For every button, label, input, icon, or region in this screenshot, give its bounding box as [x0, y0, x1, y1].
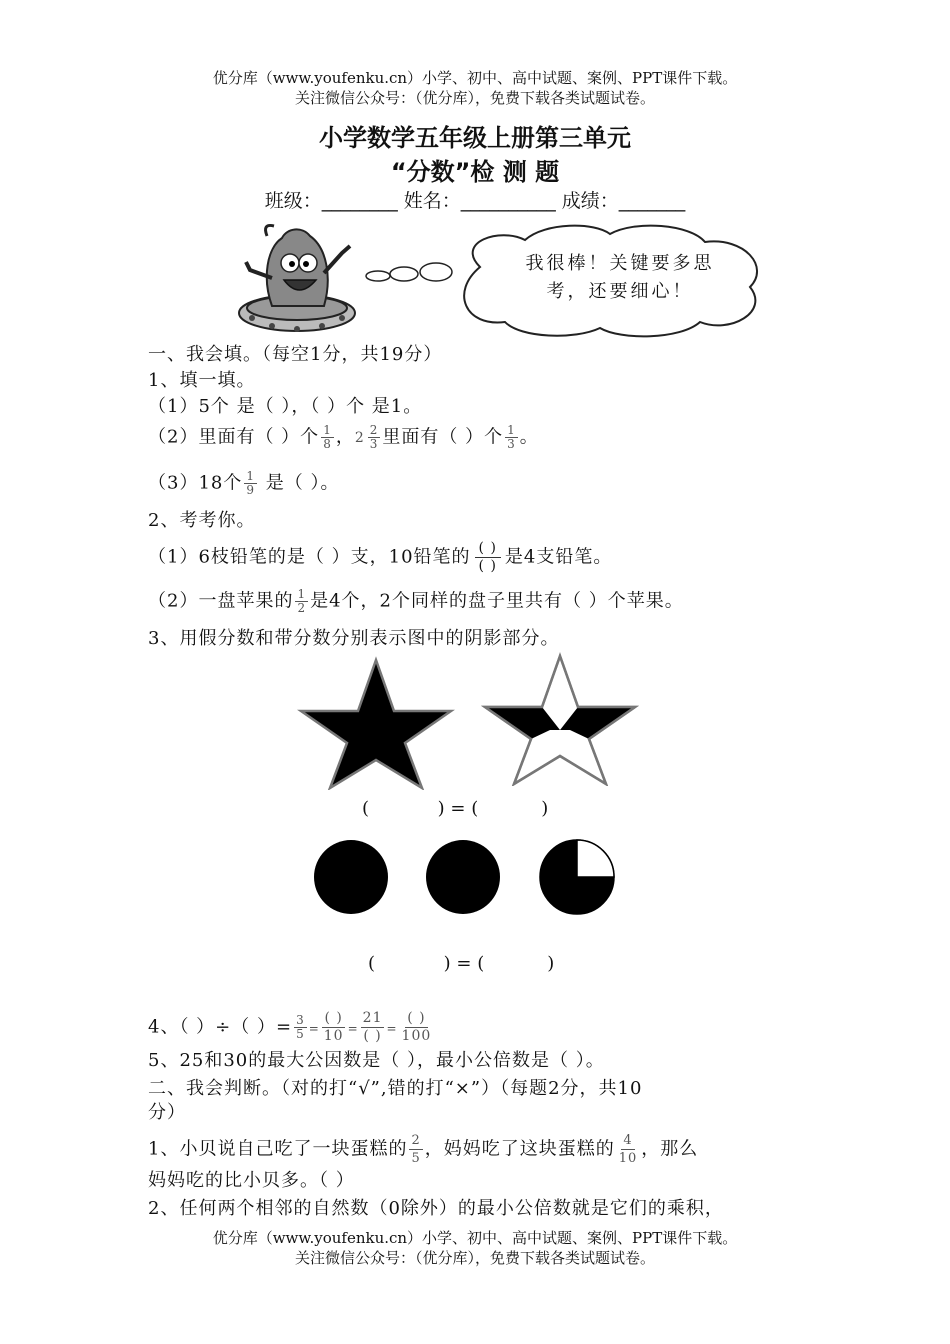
fraction-blank-100[interactable] [400, 1010, 434, 1045]
header-line-2: 关注微信公众号：（优分库），免费下载各类试题试卷。 [294, 89, 655, 107]
q2-part2 [148, 588, 684, 615]
q2-label: 2、考考你。 [148, 510, 256, 531]
page-title: 小学数学五年级上册第三单元 [319, 124, 631, 152]
footer-line-1: 优分库（www.youfenku.cn）小学、初中、高中试题、案例、PPT课件下载。 [212, 1229, 738, 1247]
q4-line [148, 1010, 435, 1045]
fraction-4-10 [617, 1132, 640, 1167]
fraction-1-8 [321, 424, 334, 451]
fraction-1-3 [505, 424, 518, 451]
fraction-numerator: 4 [623, 1133, 633, 1148]
mixed-number-2-2-3 [355, 424, 383, 451]
q3-circle-answer[interactable]: ( ) = ( ) [368, 953, 555, 974]
fraction-1-2 [295, 588, 308, 615]
q1-part2-text-a: （2）里面有（ ）个 [148, 426, 320, 448]
fraction-denominator: 10 [323, 1028, 344, 1044]
circle-full-2 [424, 838, 502, 916]
star-partly-shaded [480, 652, 640, 786]
fraction-numerator[interactable]: ( ) [324, 1010, 343, 1026]
star-fully-shaded [296, 656, 456, 790]
fraction-2-5 [409, 1132, 422, 1167]
fraction-denominator: 2 [297, 601, 307, 615]
q5-line: 5、25和30的最大公因数是（ ），最小公倍数是（ ）。 [148, 1050, 605, 1071]
fraction-denominator: 8 [323, 437, 332, 451]
fraction-numerator: 21 [362, 1010, 383, 1026]
q2-part2-text-a: （2）一盘苹果的 [148, 590, 294, 612]
fraction-denominator: 10 [618, 1151, 638, 1166]
q1-part2-text-c: 里面有（ ）个 [382, 426, 504, 448]
circle-full-1 [312, 838, 390, 916]
q3-star-answer[interactable]: ( ) = ( ) [362, 798, 549, 819]
fraction-3-5 [294, 1014, 307, 1041]
section1-heading: 一、我会填。（每空1分，共19分） [148, 344, 443, 365]
q1-part2-text-d: 。 [519, 426, 539, 448]
footer-line-2: 关注微信公众号：（优分库），免费下载各类试题试卷。 [294, 1249, 655, 1267]
fraction-numerator: 2 [369, 423, 379, 437]
s2-q1-text-a: 1、小贝说自己吃了一块蛋糕的 [148, 1138, 408, 1160]
q2-part1 [148, 540, 612, 575]
bubble-text-line-2: 考，还要细心！ [546, 281, 694, 302]
fraction-denominator: 100 [401, 1028, 432, 1044]
blank-fraction[interactable] [475, 540, 501, 575]
fraction-denominator: 3 [369, 437, 379, 451]
mascot-illustration [232, 218, 362, 338]
mixed-whole: 2 [354, 429, 365, 446]
s2-q1-line2: 妈妈吃的比小贝多。（ ） [148, 1170, 355, 1191]
q2-part1-text-a: （1）6枝铅笔的是（ ）支，10铅笔的 [148, 546, 471, 568]
fraction-denominator[interactable]: ( ) [363, 1028, 382, 1044]
fraction-1-9 [244, 470, 257, 497]
fraction-numerator: 1 [297, 587, 307, 601]
q1-label: 1、填一填。 [148, 370, 256, 391]
section2-heading-cont: 分） [148, 1102, 186, 1123]
circle-three-quarters [538, 838, 616, 916]
header-line-1: 优分库（www.youfenku.cn）小学、初中、高中试题、案例、PPT课件下载。 [212, 69, 738, 87]
q3-label: 3、用假分数和带分数分别表示图中的阴影部分。 [148, 628, 560, 649]
bubble-text-line-1: 我很棒！关键要多思 [525, 253, 715, 274]
section2-heading: 二、我会判断。（对的打“√”,错的打“×”）（每题2分，共10 [148, 1078, 643, 1099]
q2-part2-text-b: 是4个，2个同样的盘子里共有（ ）个苹果。 [310, 590, 684, 612]
fraction-blank-10[interactable] [322, 1010, 346, 1045]
q2-part1-text-b: 是4支铅笔。 [504, 546, 613, 568]
blank-numerator[interactable]: ( ) [475, 540, 501, 558]
mixed-fraction [368, 424, 381, 451]
s2-q1-line1 [148, 1132, 698, 1167]
student-info-line: 班级：________ 姓名：__________ 成绩：_______ [264, 190, 686, 212]
q1-part3 [148, 470, 339, 497]
fraction-denominator: 5 [296, 1027, 305, 1041]
fraction-numerator: 1 [323, 423, 332, 437]
q1-part2 [148, 424, 539, 451]
q1-part1: （1）5个 是（ ），（ ）个 是1。 [148, 396, 423, 417]
q1-part3-text-a: （3）18个 [148, 472, 243, 494]
fraction-21-blank[interactable] [361, 1010, 385, 1045]
fraction-numerator[interactable]: ( ) [407, 1010, 426, 1026]
fraction-numerator: 2 [411, 1133, 421, 1148]
fraction-numerator: 1 [507, 423, 516, 437]
equals-sign: = [308, 1021, 320, 1036]
s2-q1-text-c: ，那么 [641, 1138, 699, 1160]
fraction-denominator: 9 [246, 483, 255, 497]
fraction-numerator: 3 [296, 1013, 305, 1027]
q1-part3-text-b: 是（ ）。 [259, 472, 340, 494]
blank-denominator[interactable]: ( ) [478, 558, 497, 574]
fraction-denominator: 3 [507, 437, 516, 451]
s2-q1-text-b: ，妈妈吃了这块蛋糕的 [424, 1138, 615, 1160]
s2-q2-line: 2、任何两个相邻的自然数（0除外）的最小公倍数就是它们的乘积， [148, 1198, 724, 1219]
equals-sign: = [386, 1021, 398, 1036]
q1-part2-text-b: ， [335, 426, 355, 448]
q4-text: 4、（ ）÷（ ）= [148, 1016, 293, 1038]
fraction-numerator: 1 [246, 469, 255, 483]
fraction-denominator: 5 [411, 1151, 421, 1166]
page-subtitle: “分数”检 测 题 [390, 158, 560, 186]
equals-sign: = [347, 1021, 359, 1036]
